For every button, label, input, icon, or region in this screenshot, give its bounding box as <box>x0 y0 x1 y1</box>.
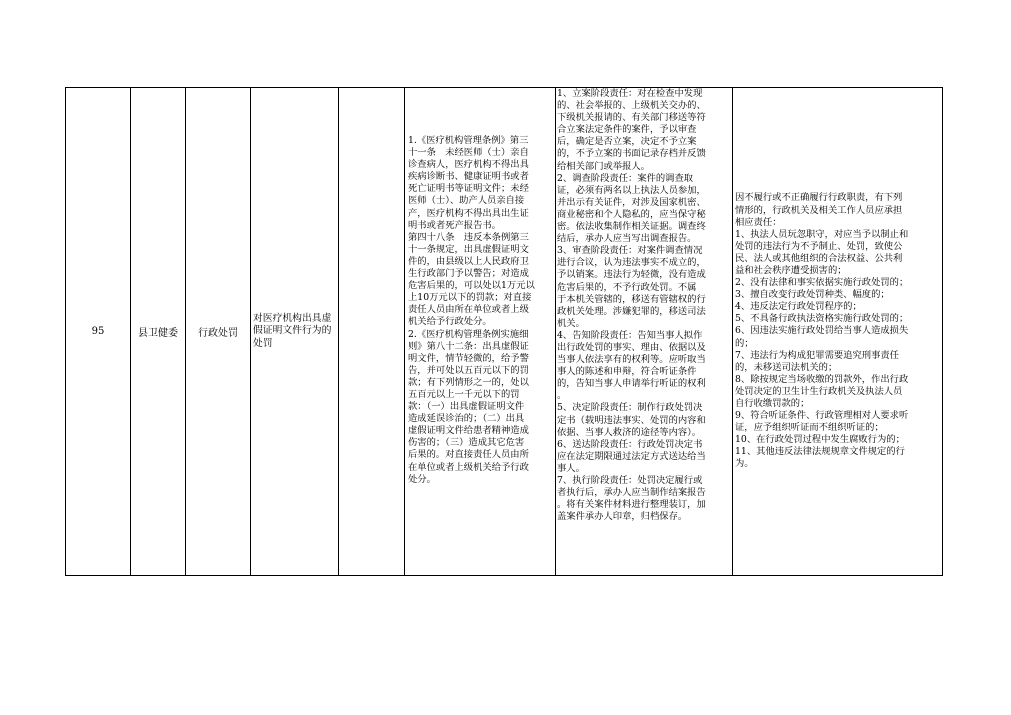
text-line: 密。依法收集制作相关证据。调查终 <box>557 221 706 233</box>
text-line: 后，确定是否立案，决定不予立案 <box>557 136 697 148</box>
text-line: 情形的，行政机关及相关工作人员应承担 <box>735 204 903 216</box>
text-line: 益和社会秩序遭受损害的； <box>735 264 847 276</box>
text-line: 的； <box>735 337 754 349</box>
text-line: 后果的。对直接责任人员由所 <box>408 449 529 461</box>
text-line: 第四十八条 违反本条例第三 <box>408 231 529 243</box>
text-line: 事人。 <box>557 462 585 474</box>
text-line: 机关。 <box>557 317 585 329</box>
text-line: 的、社会举报的、上级机关交办的、 <box>557 100 706 112</box>
text-line: 当事人依法享有的权利等。应听取当 <box>557 354 706 366</box>
text-line: 6、送达阶段责任：行政处罚决定书 <box>557 438 703 450</box>
text-line: 予以销案。违法行为轻微，没有造成 <box>557 269 706 281</box>
text-line: 并出示有关证件，对涉及国家机密、 <box>557 196 706 208</box>
category-cell: 行政处罚 <box>186 88 251 576</box>
text-line: 明书或者死产报告书。 <box>408 219 501 231</box>
text-line: 1.《医疗机构管理条例》第三 <box>408 135 529 146</box>
text-line: 生行政部门予以警告；对造成 <box>408 268 529 280</box>
text-line: 进行合议，认为违法事实不成立的， <box>557 257 706 269</box>
text-line: 的，告知当事人申请举行听证的权利 <box>557 378 706 390</box>
accountability-cell <box>733 88 943 576</box>
text-line: 7、违法行为构成犯罪需要追究刑事责任 <box>735 349 899 361</box>
text-line: 机关给予行政处分。 <box>408 316 492 328</box>
text-line: 死亡证明书等证明文件；未经 <box>408 183 529 195</box>
text-line: 。 <box>557 390 567 402</box>
text-line: 伤害的；（三）造成其它危害 <box>408 437 525 449</box>
text-line: 告，并可处以五百元以下的罚 <box>408 364 529 376</box>
text-line: 6、因违法实施行政处罚给当事人造成损失 <box>735 325 909 337</box>
text-line: 4、违反法定行政处罚程序的； <box>735 301 862 313</box>
text-line: 出行政处罚的事实、理由、依据以及 <box>557 341 706 353</box>
text-line: 的，不予立案的书面记录存档并反馈 <box>557 148 706 160</box>
text-line: 3、审查阶段责任：对案件调查情况 <box>557 245 703 257</box>
text-line: 相应责任： <box>735 216 782 228</box>
text-line: 五百元以上一千元以下的罚 <box>408 388 520 400</box>
text-line: 的，未移送司法机关的； <box>735 361 838 373</box>
text-line: 因不履行或不正确履行行政职责，有下列 <box>735 192 903 204</box>
text-line: 虚假证明文件给患者精神造成 <box>408 425 529 437</box>
text-line: 给相关部门或举报人。 <box>557 160 650 172</box>
text-line: 7、执行阶段责任：处罚决定履行或 <box>557 475 703 486</box>
text-line: 十一条 未经医师（士）亲自 <box>408 147 529 159</box>
text-line: 8、除按规定当场收缴的罚款外，作出行政 <box>735 373 909 385</box>
responsibility-cell <box>556 88 733 576</box>
responsibility-text <box>557 88 731 523</box>
responsibility-table <box>65 87 943 576</box>
text-line: 医师（士）、助产人员亲自接 <box>408 195 525 207</box>
text-line: 上10万元以下的罚款；对直接 <box>408 292 532 304</box>
text-line: 处罚的违法行为不予制止、处罚，致使公 <box>735 240 903 252</box>
text-line: 危害后果的，可以处以1万元以 <box>408 280 535 292</box>
basis-text <box>408 135 554 486</box>
text-line: 4、告知阶段责任：告知当事人拟作 <box>557 329 703 341</box>
text-line: 者执行后，承办人应当制作结案报告 <box>557 487 706 499</box>
row-number: 95 <box>66 88 131 576</box>
text-line: 10、在行政处罚过程中发生腐败行为的； <box>735 434 905 446</box>
department-cell: 县卫健委 <box>131 88 186 576</box>
text-line: 于本机关管辖的，移送有管辖权的行 <box>557 293 706 305</box>
text-line: 款；有下列情形之一的，处以 <box>408 376 529 388</box>
text-line: 合立案法定条件的案件，予以审查 <box>557 124 697 136</box>
accountability-text <box>735 192 940 470</box>
text-line: 产，医疗机构不得出具出生证 <box>408 207 529 219</box>
table-row <box>66 88 943 576</box>
text-line: 诊查病人，医疗机构不得出具 <box>408 159 529 171</box>
text-line: 则》第八十二条：出具虚假证 <box>408 340 529 352</box>
text-line: 自行收缴罚款的； <box>735 398 810 410</box>
text-line: 责任人员由所在单位或者上级 <box>408 304 529 316</box>
text-line: 件的，由县级以上人民政府卫 <box>408 255 529 267</box>
text-line: 11、其他违反法律法规规章文件规定的行 <box>735 446 905 458</box>
item-name-cell: 对医疗机构出具虚假证明文件行为的处罚 <box>251 88 339 576</box>
text-line: 2、调查阶段责任：案件的调查取 <box>557 172 694 184</box>
text-line: 在单位或者上级机关给予行政 <box>408 461 529 473</box>
text-line: 证，应予组织听证而不组织听证的； <box>735 422 884 434</box>
text-line: 2、没有法律和事实依据实施行政处罚的； <box>735 277 909 289</box>
text-line: 政机关处理。涉嫌犯罪的，移送司法 <box>557 305 706 317</box>
text-line: 1、立案阶段责任：对在检查中发现 <box>557 88 703 99</box>
text-line: 危害后果的，不予行政处罚。不属 <box>557 281 697 293</box>
text-line: 证，必须有两名以上执法人员参加， <box>557 184 706 196</box>
text-line: 2.《医疗机构管理条例实施细 <box>408 328 529 340</box>
text-line: 疾病诊断书、健康证明书或者 <box>408 171 529 183</box>
text-line: 应在法定期限通过法定方式送达给当 <box>557 450 706 462</box>
text-line: 5、决定阶段责任：制作行政处罚决 <box>557 402 703 414</box>
text-line: 处罚决定的卫生计生行政机关及执法人员 <box>735 385 903 397</box>
text-line: 盖案件承办人印章，归档保存。 <box>557 511 688 523</box>
text-line: 3、擅自改变行政处罚种类、幅度的； <box>735 289 890 301</box>
text-line: 十一条规定，出具虚假证明文 <box>408 243 529 255</box>
text-line: 1、执法人员玩忽职守，对应当予以制止和 <box>735 228 909 240</box>
text-line: 造成延误诊治的；（二）出具 <box>408 413 525 425</box>
text-line: 明文件，情节轻微的，给予警 <box>408 352 529 364</box>
text-line: 事人的陈述和申辩，符合听证条件 <box>557 366 697 378</box>
text-line: 5、不具备行政执法资格实施行政处罚的； <box>735 313 909 325</box>
text-line: 民、法人或其他组织的合法权益、公共利 <box>735 252 903 264</box>
text-line: 依据、当事人救济的途径等内容）。 <box>557 426 702 438</box>
text-line: 。将有关案件材料进行整理装订，加 <box>557 499 706 511</box>
text-line: 下级机关报请的、有关部门移送等符 <box>557 112 706 124</box>
text-line: 9、符合听证条件、行政管理相对人要求听 <box>735 410 909 422</box>
text-line: 款：（一）出具虚假证明文件 <box>408 401 525 413</box>
legal-basis-cell <box>405 88 556 576</box>
empty-cell <box>339 88 405 576</box>
text-line: 商业秘密和个人隐私的，应当保守秘 <box>557 208 706 220</box>
text-line: 定书（载明违法事实、处罚的内容和 <box>557 414 706 426</box>
text-line: 处分。 <box>408 473 436 485</box>
text-line: 结后，承办人应当写出调查报告。 <box>557 233 697 245</box>
text-line: 为。 <box>735 458 754 470</box>
